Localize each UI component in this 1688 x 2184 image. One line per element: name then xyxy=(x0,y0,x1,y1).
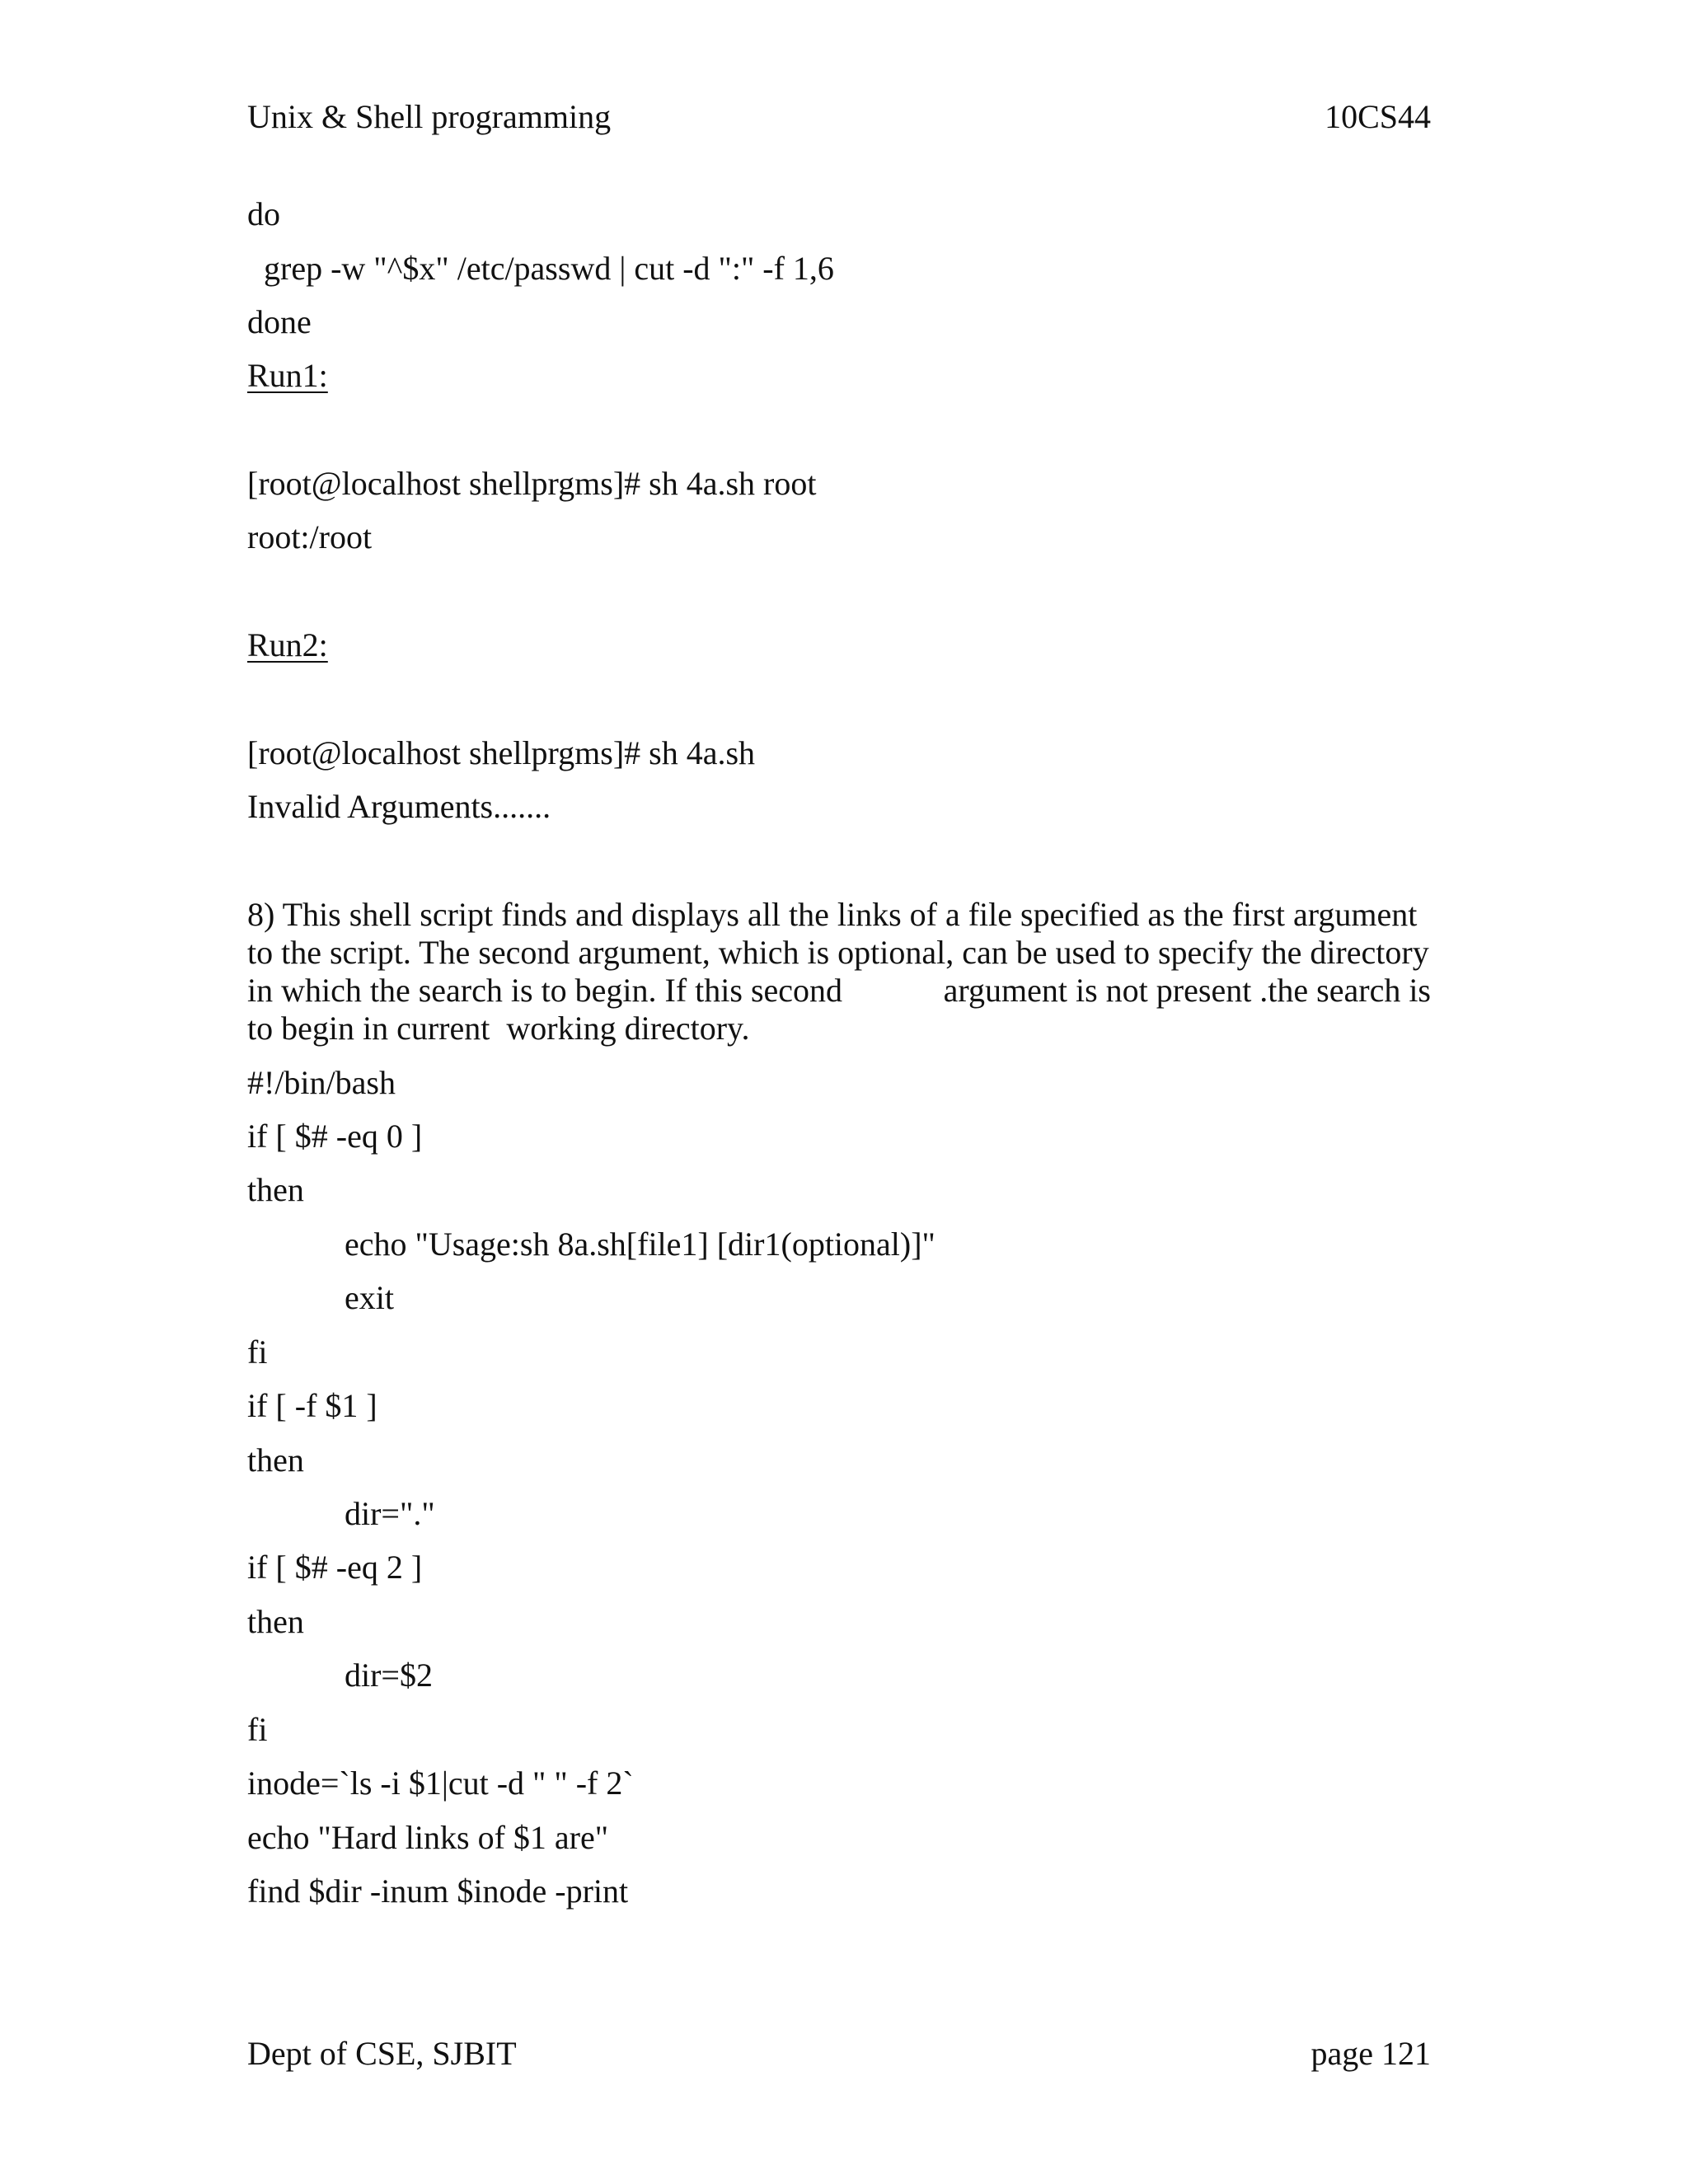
footer-page-number: page 121 xyxy=(1311,2035,1431,2072)
code-line-grep: grep -w "^$x" /etc/passwd | cut -d ":" -f 1,6 xyxy=(264,250,834,287)
question-8-description xyxy=(247,896,1431,1047)
script-line: dir="." xyxy=(345,1495,435,1532)
script-line: then xyxy=(247,1603,304,1640)
code-line-done: done xyxy=(247,303,312,340)
question-8-line-2: to the script. The second argument, which is optional, can be used to specify the directory xyxy=(247,934,1429,971)
question-8-line-1: 8) This shell script finds and displays all the links of a file specified as the first argument xyxy=(247,896,1418,933)
question-8-line-4: to begin in current working directory. xyxy=(247,1010,750,1047)
question-8-line-3a: in which the search is to begin. If this second xyxy=(247,972,843,1009)
code-line-do: do xyxy=(247,195,280,232)
script-line: then xyxy=(247,1171,304,1208)
run2-output: Invalid Arguments....... xyxy=(247,788,551,825)
script-line: if [ $# -eq 0 ] xyxy=(247,1118,423,1155)
question-8-line-3b: argument is not present .the search is xyxy=(943,972,1431,1009)
script-line: echo "Usage:sh 8a.sh[file1] [dir1(optional)]" xyxy=(345,1226,935,1263)
header-title: Unix & Shell programming xyxy=(247,98,612,135)
script-line: #!/bin/bash xyxy=(247,1064,396,1101)
page-header xyxy=(247,97,1431,137)
run1-output: root:/root xyxy=(247,518,373,555)
run1-command: [root@localhost shellprgms]# sh 4a.sh root xyxy=(247,465,817,502)
script-line: inode=`ls -i $1|cut -d " " -f 2` xyxy=(247,1765,634,1802)
page-footer xyxy=(247,2034,1431,2074)
footer-department: Dept of CSE, SJBIT xyxy=(247,2035,517,2072)
run1-label: Run1: xyxy=(247,357,328,394)
script-line: dir=$2 xyxy=(345,1657,433,1694)
script-line: echo "Hard links of $1 are" xyxy=(247,1819,609,1856)
run2-command: [root@localhost shellprgms]# sh 4a.sh xyxy=(247,734,756,771)
script-line: if [ -f $1 ] xyxy=(247,1387,377,1424)
script-line: find $dir -inum $inode -print xyxy=(247,1872,629,1910)
script-line: if [ $# -eq 2 ] xyxy=(247,1549,423,1586)
script-line: exit xyxy=(345,1279,394,1316)
script-line: fi xyxy=(247,1333,268,1371)
run2-label: Run2: xyxy=(247,626,328,663)
question-8-line-3 xyxy=(247,972,1431,1010)
script-line: fi xyxy=(247,1711,268,1748)
header-course-code: 10CS44 xyxy=(1325,98,1431,135)
script-line: then xyxy=(247,1441,304,1479)
